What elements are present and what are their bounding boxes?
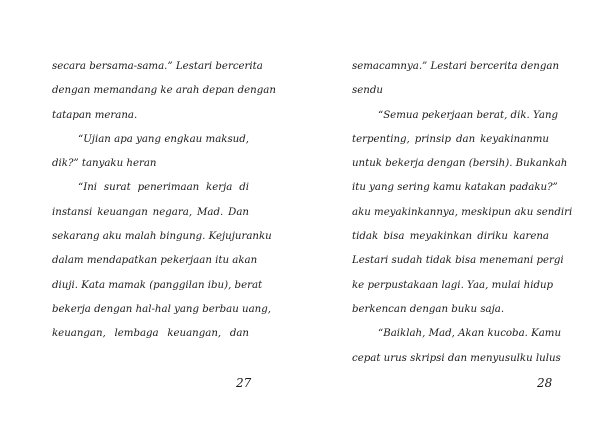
text-line: sekarang aku malah bingung. Kejujuranku [52,231,272,243]
text-line: cepat urus skripsi dan menyusulku lulus [352,352,561,364]
text-line: dalam mendapatkan pekerjaan itu akan [52,255,258,267]
text-line: bekerja dengan hal-hal yang berbau uang, [52,303,271,315]
text-line: aku meyakinkannya, meskipun aku sendiri [352,206,573,218]
right-page-text [352,55,573,371]
text-line: Lestari sudah tidak bisa menemani pergi [352,255,564,267]
right-page-number: 28 [537,376,553,390]
text-line: secara bersama-sama.” Lestari bercerita [52,61,263,72]
text-line: tidak bisa meyakinkan diriku karena [352,231,549,243]
text-line: “Ujian apa yang engkau maksud, [78,133,249,145]
text-line: terpenting, prinsip dan keyakinanmu [352,133,549,145]
text-line: itu yang sering kamu katakan padaku?” [352,182,558,194]
text-line: diuji. Kata mamak (panggilan ibu), berat [52,279,263,291]
text-line: tatapan merana. [52,109,138,121]
text-line: sendu [352,85,383,97]
text-line: ke perpustakaan lagi. Yaa, mulai hidup [352,279,554,291]
text-line: berkencan dengan buku saja. [352,303,505,315]
text-line: untuk bekerja dengan (bersih). Bukankah [352,158,568,170]
text-line: “Ini surat penerimaan kerja di [78,182,249,194]
text-line: “Baiklah, Mad, Akan kucoba. Kamu [378,328,562,340]
text-line: “Semua pekerjaan berat, dik. Yang [378,109,559,121]
text-line: instansi keuangan negara, Mad. Dan [52,206,249,218]
text-line: keuangan, lembaga keuangan, dan [52,328,249,340]
left-page-number: 27 [236,376,252,390]
left-page-text [52,55,276,347]
right-page [300,0,600,425]
text-line: semacamnya.” Lestari bercerita dengan [352,61,560,72]
text-line: dengan memandang ke arah depan dengan [52,85,276,97]
text-line: dik?” tanyaku heran [52,158,157,170]
